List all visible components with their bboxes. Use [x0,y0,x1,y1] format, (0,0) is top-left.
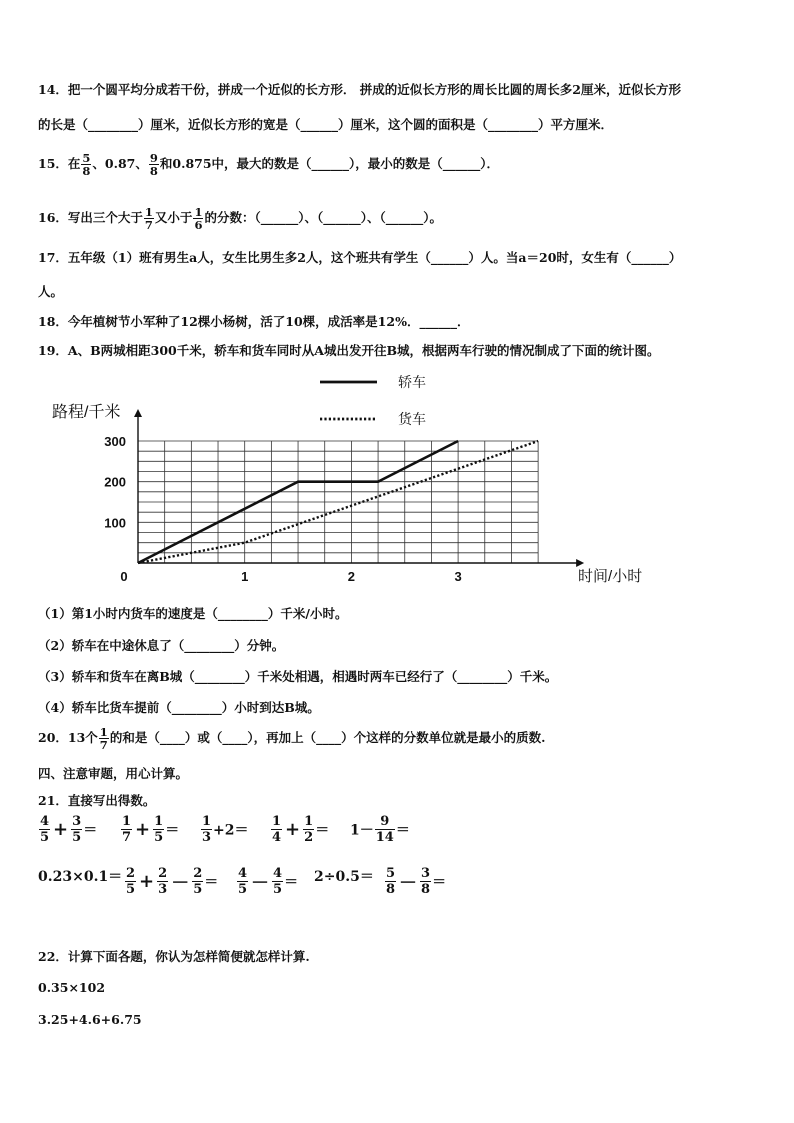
operator: + [285,819,301,840]
section-heading: 四、注意审题，用心计算。 [38,766,189,781]
operator: － [171,872,190,894]
fraction: $\frac{1}{5}$ [154,814,164,845]
q19-sub3: （3）轿车和货车在离B城（________）千米处相遇，相遇时两车已经行了（________）千米。 [38,669,558,684]
operator: － [251,872,270,894]
x-axis-arrow [576,559,584,567]
q22: 22．计算下面各题，你认为怎样简便就怎样计算. [38,949,310,964]
fraction: $\frac{4}{5}$ [273,866,283,897]
calc-expression [38,814,97,845]
operator: ＝ [315,822,330,839]
q22-item2: 3.25+4.6+6.75 [38,1012,142,1027]
fraction: $\frac{5}{8}$ [386,866,396,897]
q19-sub1: （1）第1小时内货车的速度是（________）千米/小时。 [38,606,348,621]
q14-line2: 的长是（________）厘米，近似长方形的宽是（______）厘米，这个圆的面积是（________）平方厘米． [38,117,614,132]
fraction: $\frac{1}{2}$ [304,814,314,845]
operator: 2÷0.5＝ [314,869,374,885]
calc-expression [384,866,446,897]
calc-expression [38,866,122,886]
fraction: $\frac{2}{5}$ [126,866,136,897]
operator: ＝ [284,874,299,891]
fraction: $\frac{3}{8}$ [421,866,431,897]
fraction: $\frac{2}{5}$ [193,866,203,897]
legend-label: 轿车 [398,374,426,390]
fraction: $\frac{1}{6}$ [194,205,203,232]
calc-expression [124,866,218,897]
chart-grid [138,441,538,563]
operator: － [399,872,418,894]
fraction: $\frac{1}{7}$ [99,725,108,752]
calc-expression [236,866,298,897]
fraction: $\frac{1}{7}$ [144,205,153,232]
calc-expression [350,814,410,845]
origin-label: 0 [120,569,128,584]
calc-expression [314,866,374,886]
operator: ＝ [165,822,180,839]
q22-item1: 0.35×102 [38,980,106,995]
chart-axes [134,409,584,567]
operator: ＝ [395,822,410,839]
fraction: $\frac{1}{4}$ [272,814,282,845]
fraction: $\frac{1}{7}$ [122,814,132,845]
y-tick-label: 300 [104,434,126,449]
operator: + [53,819,69,840]
x-tick-label: 2 [347,569,356,584]
operator: 0.23×0.1＝ [38,869,123,885]
fraction: $\frac{9}{14}$ [375,814,394,845]
fraction: $\frac{9}{8}$ [149,151,158,178]
operator: ＝ [83,822,98,839]
chart-labels [52,403,642,585]
q17-line1: 17．五年级（1）班有男生a人，女生比男生多2人，这个班共有学生（______）人。当a＝20时，女生有（______） [38,250,682,265]
x-tick-label: 1 [241,569,249,584]
fraction: $\frac{3}{5}$ [72,814,82,845]
operator: ＝ [204,874,219,891]
distance-time-chart [40,370,643,590]
q21: 21．直接写出得数。 [38,793,156,808]
calc-expression [200,814,249,845]
operator: +2＝ [213,822,249,839]
legend-label: 货车 [398,411,426,427]
y-tick-label: 100 [104,515,126,531]
x-axis-label: 时间/小时 [578,568,643,585]
q19-sub2: （2）轿车在中途休息了（________）分钟。 [38,638,285,653]
operator: + [135,819,151,840]
q19: 19．A、B两城相距300千米，轿车和货车同时从A城出发开往B城，根据两车行驶的情况制成了下面的统计图。 [38,343,660,358]
fraction: $\frac{4}{5}$ [40,814,50,845]
chart-legend [320,374,426,427]
calc-expression [120,814,179,845]
fraction: $\frac{5}{8}$ [82,151,91,178]
q18: 18．今年植树节小军种了12棵小杨树，活了10棵，成活率是12%．______． [38,314,470,329]
y-axis-label: 路程/千米 [52,404,121,421]
operator: ＝ [432,874,447,891]
q16: 16．写出三个大于 $\frac{1}{7}$ 又小于 $\frac{1}{6}$ 的分数：（______）、（______）、（______）。 [38,205,442,232]
q14-line1: 14．把一个圆平均分成若干份，拼成一个近似的长方形． 拼成的近似长方形的周长比圆的周长多2厘米，近似长方形 [38,82,681,97]
q15: 15．在 $\frac{5}{8}$ 、0.87、 $\frac{9}{8}$ 和0.875中，最大的数是（______），最小的数是（______）． [38,151,500,178]
y-tick-label: 200 [104,474,126,490]
x-tick-label: 3 [454,569,462,584]
y-axis-arrow [134,409,142,417]
calc-expression [270,814,329,845]
fraction: $\frac{2}{3}$ [158,866,168,897]
q19-sub4: （4）轿车比货车提前（________）小时到达B城。 [38,700,320,715]
fraction: $\frac{1}{3}$ [202,814,212,845]
fraction: $\frac{4}{5}$ [238,866,248,897]
q20: 20．13个 $\frac{1}{7}$ 的和是（____）或（____），再加上（____）个这样的分数单位就是最小的质数. [38,725,546,752]
q17-line2: 人。 [38,284,64,299]
operator: + [139,871,155,892]
operator: 1－ [350,822,374,839]
